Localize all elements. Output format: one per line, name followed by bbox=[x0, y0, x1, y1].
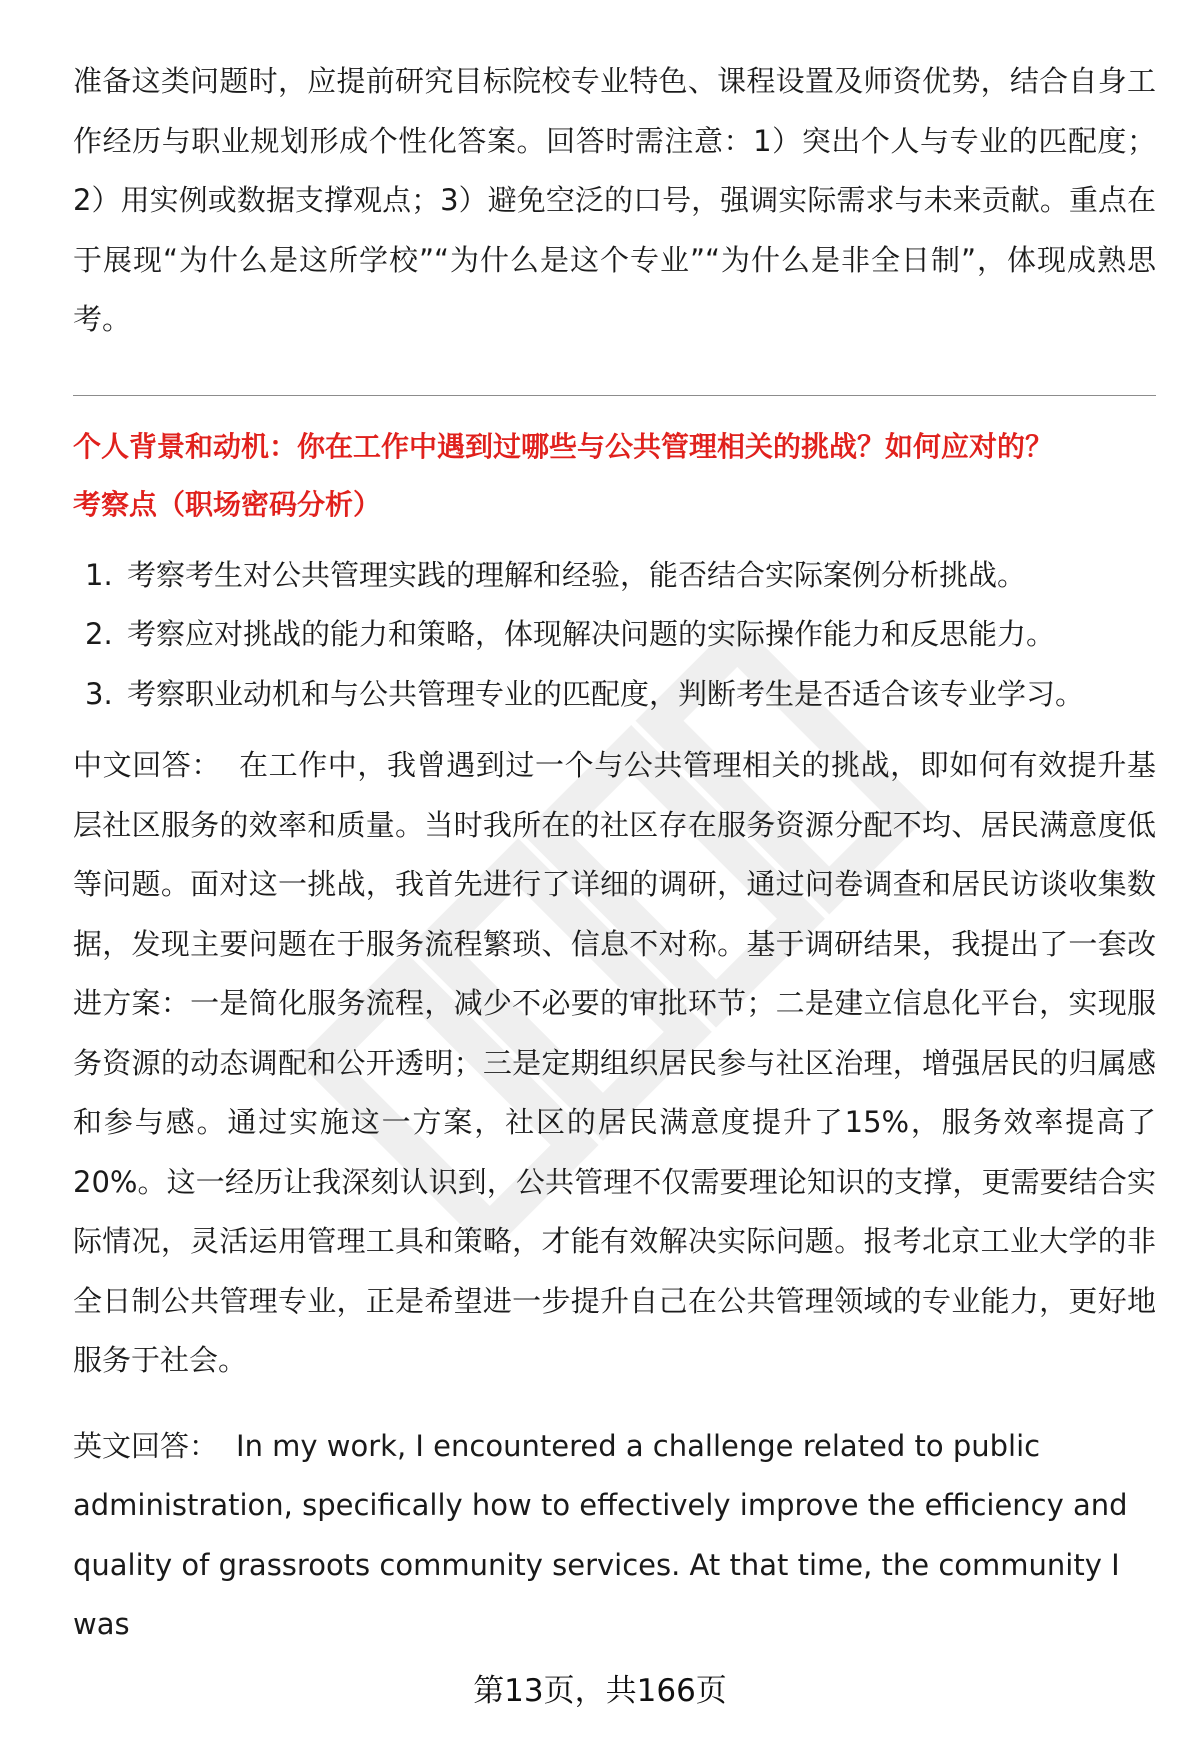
list-item-number: 1. bbox=[85, 557, 113, 592]
list-item-text: 考察应对挑战的能力和策略，体现解决问题的实际操作能力和反思能力。 bbox=[127, 617, 1056, 651]
page-content bbox=[73, 52, 1156, 1655]
list-item-number: 3. bbox=[85, 676, 113, 711]
answer-chinese-label: 中文回答： bbox=[73, 748, 221, 782]
answer-chinese-text: 在工作中，我曾遇到过一个与公共管理相关的挑战，即如何有效提升基层社区服务的效率和质量。当时我所在的社区存在服务资源分配不均、居民满意度低等问题。面对这一挑战，我首先进行了详细的调研，通过问卷调查和居民访谈收集数据，发现主要问题在于服务流程繁琐、信息不对称。基于调研结果，我提出了一套改进方案：一是简化服务流程，减少不必要的审批环节；二是建立信息化平台，实现服务资源的动态调配和公开透明；三是定期组织居民参与社区治理，增强居民的归属感和参与感。通过实施这一方案，社区的居民满意度提升了15%，服务效率提高了20%。这一经历让我深刻认识到，公共管理不仅需要理论知识的支撑，更需要结合实际情况，灵活运用管理工具和策略，才能有效解决实际问题。报考北京工业大学的非全日制公共管理专业，正是希望进一步提升自己在公共管理领域的专业能力，更好地服务于社会。 bbox=[73, 748, 1156, 1377]
question-subtitle: 考察点（职场密码分析） bbox=[73, 487, 382, 521]
list-item bbox=[73, 546, 1156, 606]
answer-english bbox=[73, 1417, 1156, 1655]
section-divider bbox=[73, 395, 1156, 396]
question-title: 个人背景和动机：你在工作中遇到过哪些与公共管理相关的挑战？如何应对的？ bbox=[73, 429, 1054, 463]
answer-english-text: In my work, I encountered a challenge related to public administration, specifically how to effectively improve the efficiency and quality of grassroots community services. At that time, the community I was bbox=[73, 1428, 1128, 1641]
list-item-number: 2. bbox=[85, 617, 113, 651]
answer-english-label: 英文回答： bbox=[73, 1428, 219, 1463]
answer-chinese bbox=[73, 736, 1156, 1391]
list-item bbox=[73, 605, 1156, 665]
intro-paragraph: 准备这类问题时，应提前研究目标院校专业特色、课程设置及师资优势，结合自身工作经历与职业规划形成个性化答案。回答时需注意：1）突出个人与专业的匹配度；2）用实例或数据支撑观点；3）避免空泛的口号，强调实际需求与未来贡献。重点在于展现“为什么是这所学校”“为什么是这个专业”“为什么是非全日制”，体现成熟思考。 bbox=[73, 64, 1156, 336]
list-item bbox=[73, 665, 1156, 725]
page-number: 第13页，共166页 bbox=[473, 1673, 727, 1709]
list-item-text: 考察考生对公共管理实践的理解和经验，能否结合实际案例分析挑战。 bbox=[127, 557, 1027, 592]
list-item-text: 考察职业动机和与公共管理专业的匹配度，判断考生是否适合该专业学习。 bbox=[127, 676, 1085, 711]
exam-points-list bbox=[73, 546, 1156, 725]
